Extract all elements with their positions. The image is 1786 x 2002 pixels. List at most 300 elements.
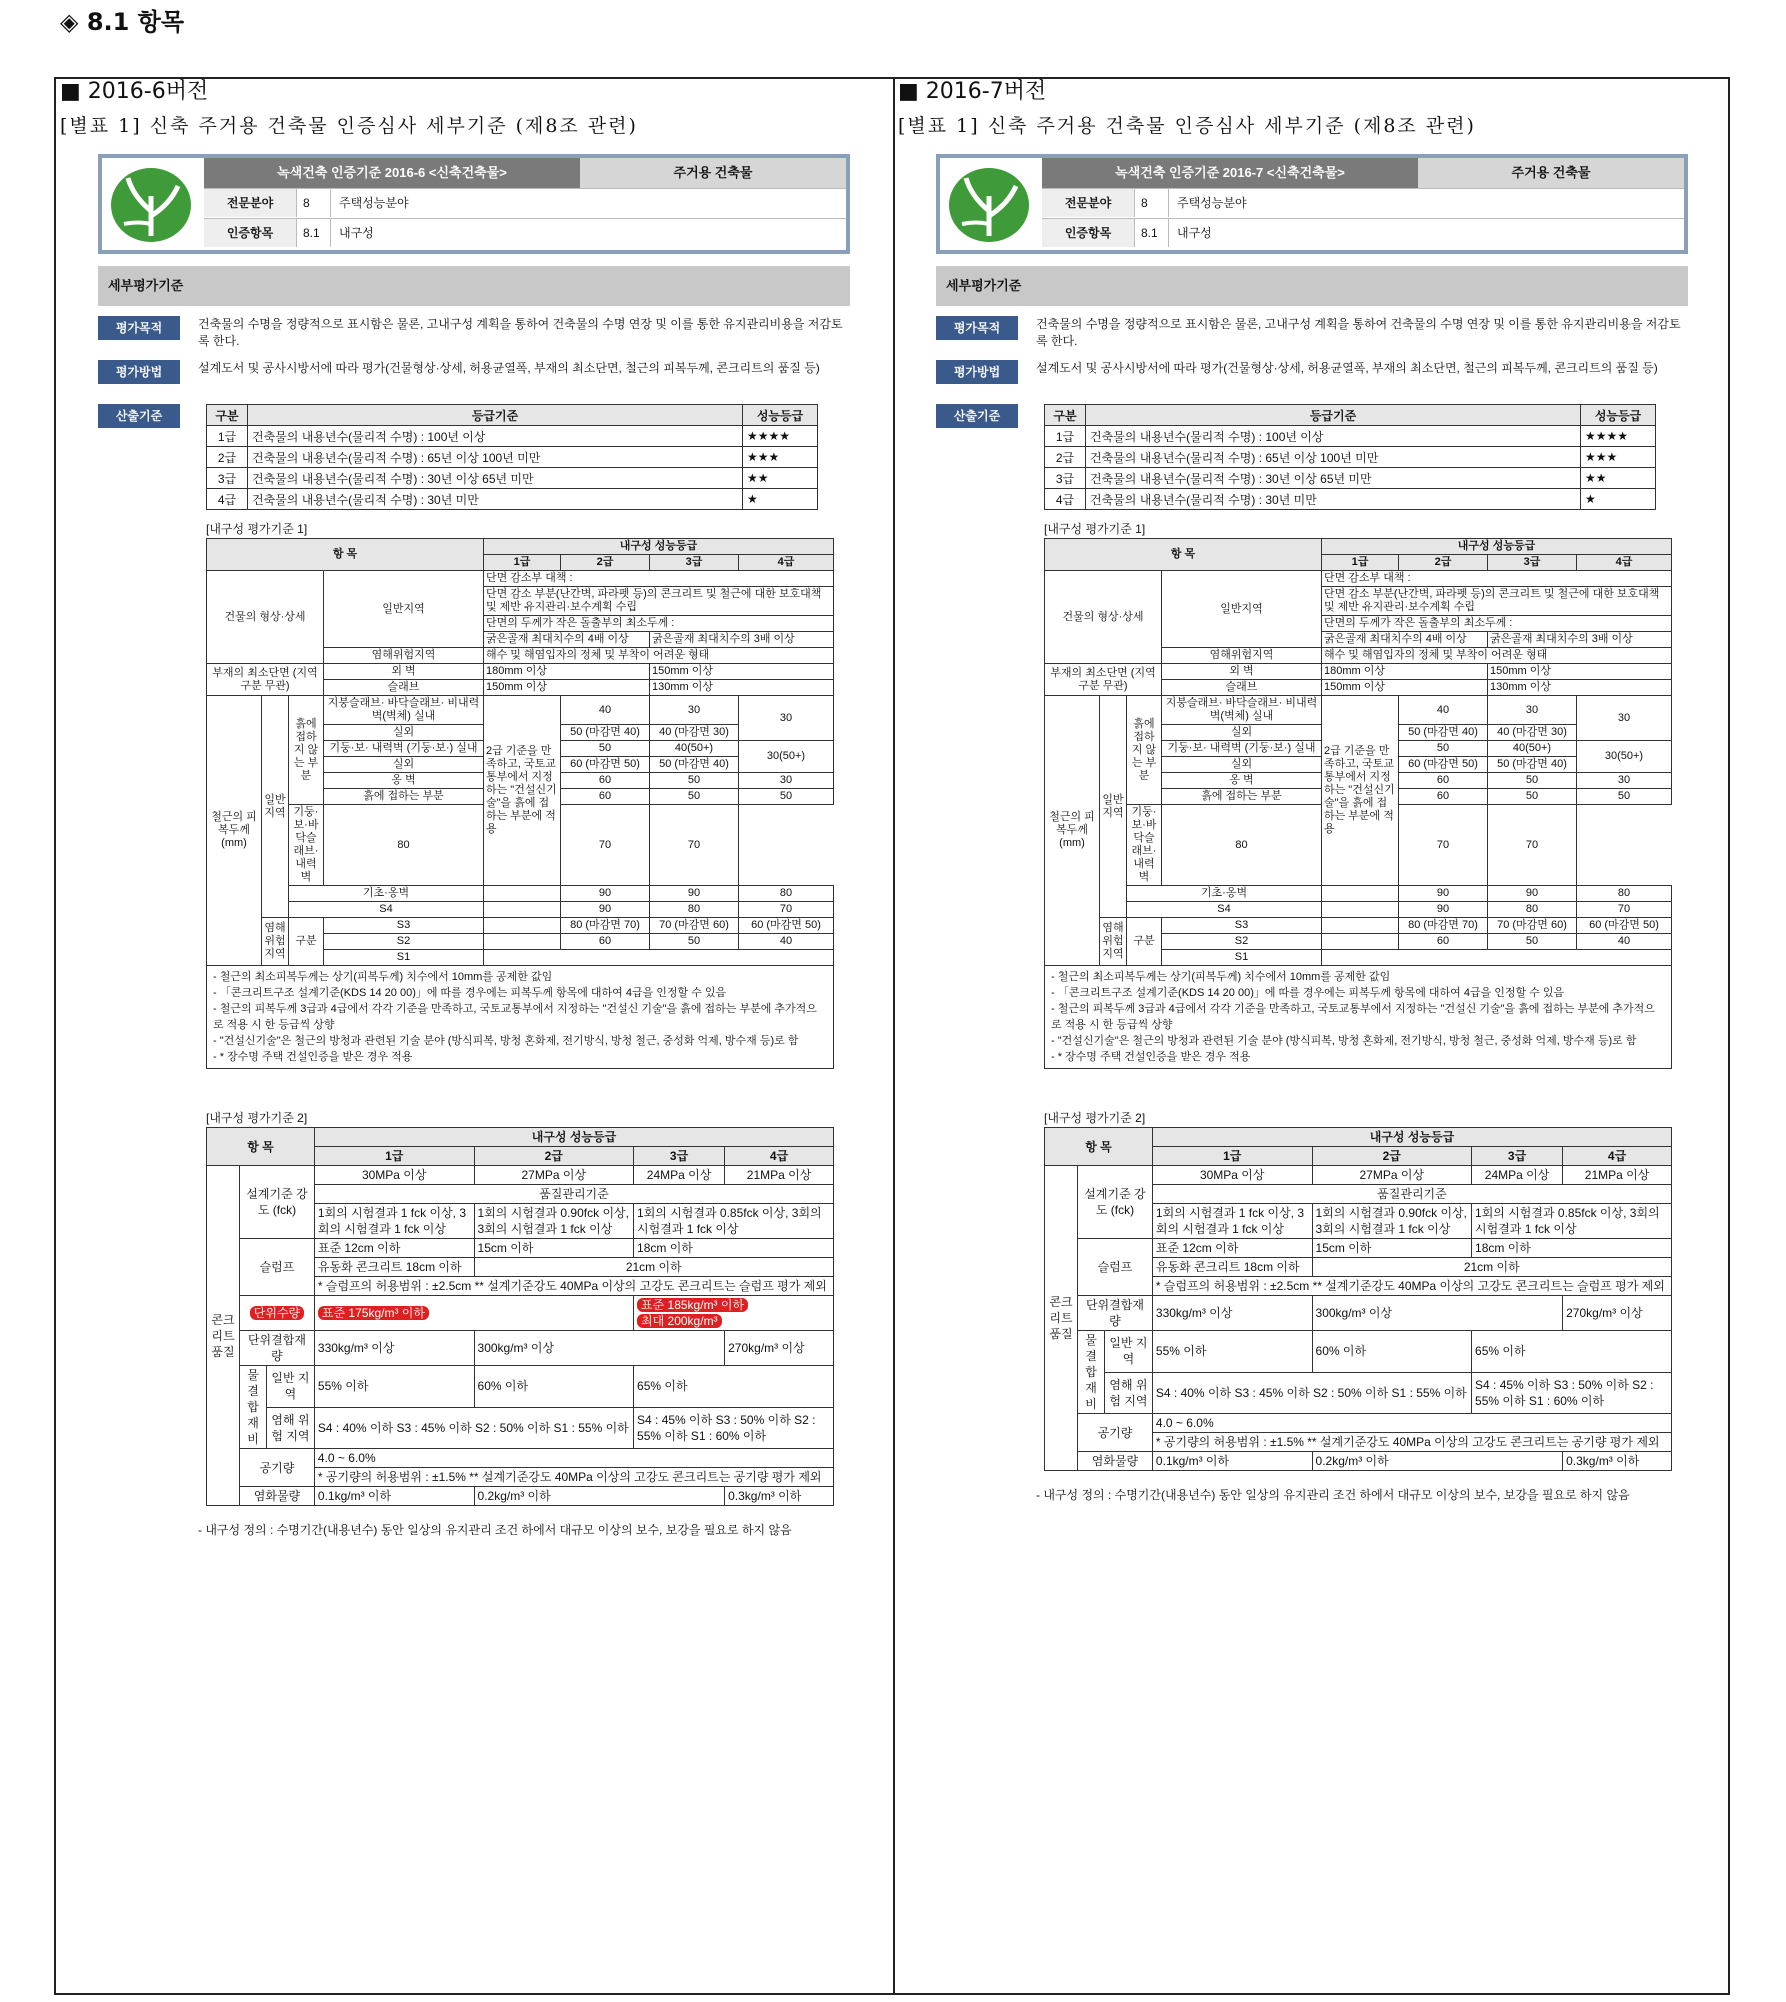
t2-air-note: * 공기량의 허용범위 : ±1.5% ** 설계기준강도 40MPa 이상의 고강도 콘크리트는 공기량 평가 제외 [314, 1468, 833, 1487]
t2-wbs2: S4 : 45% 이하 S3 : 50% 이하 S2 : 55% 이하 S1 : 60% 이하 [634, 1407, 834, 1449]
t1-v [484, 918, 561, 934]
t2-sl-note: * 슬럼프의 허용범위 : ±2.5cm ** 설계기준강도 40MPa 이상의 고강도 콘크리트는 슬럼프 평가 제외 [314, 1277, 833, 1296]
t1-v: 90 [561, 886, 650, 902]
t2-sl4: 유동화 콘크리트 18cm 이하 [314, 1258, 474, 1277]
t2-cl3: 0.3kg/m³ 이하 [725, 1487, 834, 1506]
note-line: - 철근의 최소피복두께는 상기(피복두께) 치수에서 10mm를 공제한 값임 [213, 971, 553, 983]
t1-g4: 4급 [739, 555, 834, 571]
t1-col-slab: 기둥·보·바닥슬래브· 내력벽 [289, 805, 324, 886]
t1-g3: 3급 [650, 555, 739, 571]
t2-cl2: 0.2kg/m³ 이하 [474, 1487, 725, 1506]
t1-v: 50 [650, 789, 739, 805]
grade-table [206, 404, 818, 510]
t2-sl3: 18cm 이하 [1472, 1239, 1672, 1258]
t1-v: 90 [561, 902, 650, 918]
t1-v: 70 [1399, 805, 1488, 886]
t2-sl1: 표준 12cm 이하 [314, 1239, 474, 1258]
t1-salt2: 염해 위험 지역 [262, 918, 289, 966]
unit-water-2: 표준 185kg/m³ 이하 [637, 1298, 748, 1312]
method-row [98, 360, 850, 394]
t1-column-label: 기둥·보· 내력벽 (기둥·보·) [1167, 742, 1292, 754]
t1-v: 80 [1162, 805, 1322, 886]
t1-column [1162, 741, 1322, 757]
grade-stars: ★★★ [743, 447, 818, 468]
t2-g4: 4급 [725, 1147, 834, 1166]
method-label: 평가방법 [98, 360, 180, 384]
method-text: 설계도서 및 공사시방서에 따라 평가(건물형상·상세, 허용균열폭, 부재의 최소단면, 철근의 피복두께, 콘크리트의 품질 등) [198, 361, 820, 375]
t2-wbs1: S4 : 40% 이하 S3 : 45% 이하 S2 : 50% 이하 S1 : 55% 이하 [314, 1407, 633, 1449]
t1-v: 60 [1399, 789, 1488, 805]
t2-qc3: 1회의 시험결과 0.85fck 이상, 3회의 시험결과 1 fck 이상 [634, 1204, 834, 1239]
purpose-text: 건축물의 수명을 정량적으로 표시함은 물론, 고내구성 계획을 통하여 건축물의 수명 연장 및 이를 통한 유지관리비용을 저감토록 한다. [198, 317, 843, 348]
t1-outer: 실외 [1162, 725, 1322, 741]
grade-criteria: 건축물의 내용년수(물리적 수명) : 65년 이상 100년 미만 [248, 447, 743, 468]
t1-grade-header: 내구성 성능등급 [484, 539, 834, 555]
method-label: 평가방법 [936, 360, 1018, 384]
grade-stars: ★★ [1581, 468, 1656, 489]
grade-table [1044, 404, 1656, 510]
t1-general: 일반 지역 [262, 696, 289, 918]
t1-wall: 외 벽 [324, 664, 484, 680]
t2-str: 30MPa 이상 [1152, 1166, 1312, 1185]
t1-found: 기초·옹벽 [289, 886, 484, 902]
t1-shape-b: 단면 감소 부분(난간벽, 파라펫 등)의 콘크리트 및 철근에 대한 보호대책 및 제반 유지관리·보수계획 수립 [484, 587, 834, 616]
t2-g2: 2급 [474, 1147, 633, 1166]
t1-inner: 실내 [1252, 710, 1274, 722]
grade-criteria: 건축물의 내용년수(물리적 수명) : 30년 미만 [248, 489, 743, 510]
t1-v: 80 [1577, 886, 1672, 902]
t2-cl3: 0.3kg/m³ 이하 [1563, 1452, 1672, 1471]
grade-stars: ★★★★ [1581, 426, 1656, 447]
t2-cement: 단위결합재량 [1078, 1296, 1153, 1331]
grade-criteria: 건축물의 내용년수(물리적 수명) : 65년 이상 100년 미만 [1086, 447, 1581, 468]
t1-v [1322, 950, 1672, 966]
table1-caption: [내구성 평가기준 1] [1044, 522, 1146, 536]
t1-div: 구분 [289, 918, 324, 966]
t2-qc2: 1회의 시험결과 0.90fck 이상, 3회의 시험결과 1 fck 이상 [1312, 1204, 1471, 1239]
t1-v: 40 [739, 934, 834, 950]
t2-g2: 2급 [1312, 1147, 1471, 1166]
t1-normal-area: 일반지역 [324, 571, 484, 648]
item-no: 8.1 [296, 219, 333, 247]
calculation-label: 산출기준 [936, 404, 1018, 428]
annex-title: [별표 1] 신축 주거용 건축물 인증심사 세부기준 (제8조 관련) [60, 115, 638, 137]
calculation-row [98, 404, 850, 510]
grade-stars: ★ [1581, 489, 1656, 510]
t2-wb-salt: 염해 위험 지역 [1105, 1372, 1153, 1414]
grade-cell: 1급 [207, 426, 248, 447]
t1-s3: S3 [324, 918, 484, 934]
t2-sl2: 15cm 이하 [1312, 1239, 1471, 1258]
t1-shape-d1: 굵은골재 최대치수의 4배 이상 [484, 632, 650, 648]
t1-v: 70 [739, 902, 834, 918]
t2-cl2: 0.2kg/m³ 이하 [1312, 1452, 1563, 1471]
t1-v: 30(50+) [739, 741, 834, 773]
t1-g1: 1급 [484, 555, 561, 571]
t1-normal-area: 일반지역 [1162, 571, 1322, 648]
t1-parapet: 옹 벽 [324, 773, 484, 789]
t2-uw-label [240, 1296, 315, 1331]
t1-div: 구분 [1127, 918, 1162, 966]
t1-no-soil: 흙에 접하지 않는 부분 [1127, 696, 1162, 805]
criteria-title: 녹색건축 인증기준 2016-6 <신축건축물> [204, 158, 580, 188]
item-label: 인증항목 [1042, 219, 1134, 247]
t1-v: 50 [1577, 789, 1672, 805]
t2-concrete: 콘크리트 품질 [207, 1166, 240, 1506]
t1-parapet: 옹 벽 [1162, 773, 1322, 789]
t2-qc3: 1회의 시험결과 0.85fck 이상, 3회의 시험결과 1 fck 이상 [1472, 1204, 1672, 1239]
t2-wb: 물결합재비 [1078, 1331, 1105, 1414]
grade-stars: ★★★★ [743, 426, 818, 447]
unit-water-1: 표준 175kg/m³ 이하 [318, 1306, 429, 1320]
t1-v: 80 [324, 805, 484, 886]
t2-cl1: 0.1kg/m³ 이하 [314, 1487, 474, 1506]
t2-cl: 염화물량 [240, 1487, 315, 1506]
t1-slab-b: 130mm 이상 [650, 680, 834, 696]
rating-col-header: 성능등급 [743, 405, 818, 426]
t1-v: 60 [561, 789, 650, 805]
t1-note2: 2급 기준을 만족하고, 국토교통부에서 지정하는 "건설신기술"을 흙에 접하는 부분에 적용 [484, 696, 561, 886]
t1-cover: 철근의 피복두께 (mm) [207, 696, 262, 966]
method-row [936, 360, 1688, 394]
t1-shape: 건물의 형상·상세 [207, 571, 324, 664]
calculation-row [936, 404, 1688, 510]
t2-sl-note: * 슬럼프의 허용범위 : ±2.5cm ** 설계기준강도 40MPa 이상의 고강도 콘크리트는 슬럼프 평가 제외 [1152, 1277, 1671, 1296]
table1-caption: [내구성 평가기준 1] [206, 522, 308, 536]
t1-outer: 실외 [324, 725, 484, 741]
t1-g3: 3급 [1488, 555, 1577, 571]
purpose-row [98, 316, 850, 350]
t1-v: 90 [650, 886, 739, 902]
t2-ce2: 300kg/m³ 이상 [474, 1331, 725, 1366]
t1-v: 80 [739, 886, 834, 902]
t1-v: 50 (마감면 40) [561, 725, 650, 741]
t1-shape-d1: 굵은골재 최대치수의 4배 이상 [1322, 632, 1488, 648]
t1-salt2: 염해 위험 지역 [1100, 918, 1127, 966]
t1-v: 80 (마감면 70) [1399, 918, 1488, 934]
t2-cl: 염화물량 [1078, 1452, 1153, 1471]
t1-g2: 2급 [561, 555, 650, 571]
field-no: 8 [1134, 189, 1171, 217]
t1-roof-slab [1162, 696, 1322, 725]
rating-col-header: 성능등급 [1581, 405, 1656, 426]
t1-salt-text: 해수 및 해염입자의 정체 및 부착이 어려운 형태 [484, 648, 834, 664]
t1-v: 30 [739, 696, 834, 741]
t1-wall-b: 150mm 이상 [650, 664, 834, 680]
t1-col-slab: 기둥·보·바닥슬래브· 내력벽 [1127, 805, 1162, 886]
t1-v: 50 (마감면 40) [1488, 757, 1577, 773]
unit-water-3: 최대 200kg/m³ [637, 1314, 722, 1328]
t1-v: 70 [1577, 902, 1672, 918]
t1-s2: S2 [324, 934, 484, 950]
t2-wb-salt: 염해 위험 지역 [267, 1407, 315, 1449]
t1-no-soil: 흙에 접하지 않는 부분 [289, 696, 324, 805]
note-line: - 「콘크리트구조 설계기준(KDS 14 20 00)」에 따를 경우에는 피복두께 항목에 대하여 4급을 인정할 수 있음 [1051, 987, 1565, 999]
t2-air-note: * 공기량의 허용범위 : ±1.5% ** 설계기준강도 40MPa 이상의 고강도 콘크리트는 공기량 평가 제외 [1152, 1433, 1671, 1452]
t2-wb1: 55% 이하 [314, 1366, 474, 1408]
t1-v: 70 [1488, 805, 1577, 886]
t2-qc: 품질관리기준 [1152, 1185, 1671, 1204]
t1-s4: S4 [1127, 902, 1322, 918]
purpose-text: 건축물의 수명을 정량적으로 표시함은 물론, 고내구성 계획을 통하여 건축물의 수명 연장 및 이를 통한 유지관리비용을 저감토록 한다. [1036, 317, 1681, 348]
t1-v: 50 [561, 741, 650, 757]
t1-item-header: 항 목 [1045, 539, 1322, 571]
t2-strength: 설계기준 강도 (fck) [240, 1166, 315, 1239]
item-value: 내구성 [330, 219, 374, 247]
field-no: 8 [296, 189, 333, 217]
t1-inner: 실내 [414, 710, 436, 722]
left-column [60, 78, 895, 1540]
t1-s1: S1 [324, 950, 484, 966]
t1-v: 60 (마감면 50) [1577, 918, 1672, 934]
t1-v: 30 [1488, 696, 1577, 725]
t2-sl2: 15cm 이하 [474, 1239, 633, 1258]
t2-str: 30MPa 이상 [314, 1166, 474, 1185]
t2-air: 공기량 [240, 1449, 315, 1487]
building-type: 주거용 건축물 [1418, 158, 1684, 188]
t2-wb-gen: 일반 지역 [267, 1366, 315, 1408]
t1-v: 40 [1399, 696, 1488, 725]
t1-v [484, 886, 561, 902]
grade-cell: 3급 [207, 468, 248, 489]
field-row [1042, 188, 1684, 217]
t1-soil: 흙에 접하는 부분 [1162, 789, 1322, 805]
t1-v: 90 [1399, 886, 1488, 902]
t2-concrete: 콘크리트 품질 [1045, 1166, 1078, 1471]
t2-air: 공기량 [1078, 1414, 1153, 1452]
note-line: - * 장수명 주택 건설인증을 받은 경우 적용 [213, 1051, 413, 1063]
t2-grade-header: 내구성 성능등급 [314, 1128, 833, 1147]
table2-caption: [내구성 평가기준 2] [1044, 1111, 1146, 1125]
t1-v [1322, 886, 1399, 902]
grade-cell: 4급 [207, 489, 248, 510]
grade-stars: ★★★ [1581, 447, 1656, 468]
t2-sl4: 유동화 콘크리트 18cm 이하 [1152, 1258, 1312, 1277]
t2-qc1: 1회의 시험결과 1 fck 이상, 3회의 시험결과 1 fck 이상 [1152, 1204, 1312, 1239]
detail-criteria-title: 세부평가기준 [98, 266, 850, 306]
version-label: ■ 2016-7버전 [898, 79, 1047, 104]
t1-outer: 실외 [1162, 757, 1322, 773]
grade-col-header: 구분 [1045, 405, 1086, 426]
criteria-col-header: 등급기준 [248, 405, 743, 426]
t1-v: 50 [1399, 741, 1488, 757]
t1-v [484, 902, 561, 918]
table1-notes [206, 966, 834, 1069]
green-building-logo-icon [108, 166, 194, 244]
t1-slab-b: 130mm 이상 [1488, 680, 1672, 696]
t1-v: 40 (마감면 30) [650, 725, 739, 741]
t1-roof-slab-label: 지붕슬래브· 바닥슬래브· 비내력벽(벽체) [327, 697, 480, 722]
t1-shape-b: 단면 감소 부분(난간벽, 파라펫 등)의 콘크리트 및 철근에 대한 보호대책 및 제반 유지관리·보수계획 수립 [1322, 587, 1672, 616]
t1-shape-c: 단면의 두께가 작은 돌출부의 최소두께 : [1322, 616, 1672, 632]
t2-wb1: 55% 이하 [1152, 1331, 1312, 1373]
t1-s4: S4 [289, 902, 484, 918]
t2-qc2: 1회의 시험결과 0.90fck 이상, 3회의 시험결과 1 fck 이상 [474, 1204, 633, 1239]
t2-cl1: 0.1kg/m³ 이하 [1152, 1452, 1312, 1471]
t1-v: 90 [1399, 902, 1488, 918]
t1-shape-c: 단면의 두께가 작은 돌출부의 최소두께 : [484, 616, 834, 632]
t2-item-header: 항 목 [1045, 1128, 1153, 1166]
t1-roof-slab [324, 696, 484, 725]
table1-notes [1044, 966, 1672, 1069]
grade-cell: 3급 [1045, 468, 1086, 489]
t1-salt-area: 염해위험지역 [1162, 648, 1322, 664]
t1-v: 40(50+) [650, 741, 739, 757]
t2-wbs2: S4 : 45% 이하 S3 : 50% 이하 S2 : 55% 이하 S1 : 60% 이하 [1472, 1372, 1672, 1414]
criteria-title: 녹색건축 인증기준 2016-7 <신축건축물> [1042, 158, 1418, 188]
t1-v: 60 [561, 773, 650, 789]
grade-cell: 2급 [207, 447, 248, 468]
durability-definition: - 내구성 정의 : 수명기간(내용년수) 동안 일상의 유지관리 조건 하에서 대규모 이상의 보수, 보강을 필요로 하지 않음 [1036, 1488, 1630, 1502]
t1-shape: 건물의 형상·상세 [1045, 571, 1162, 664]
t1-inner: 실내 [1294, 742, 1316, 754]
t1-inner: 실내 [456, 742, 478, 754]
t1-slab: 슬래브 [324, 680, 484, 696]
t2-g1: 1급 [314, 1147, 474, 1166]
t1-v: 50 [1488, 934, 1577, 950]
t1-grade-header: 내구성 성능등급 [1322, 539, 1672, 555]
t1-v: 60 [1399, 934, 1488, 950]
t2-str: 21MPa 이상 [1563, 1166, 1672, 1185]
field-label: 전문분야 [204, 189, 296, 217]
t2-wb: 물결합재비 [240, 1366, 267, 1449]
t2-air1: 4.0 ~ 6.0% [314, 1449, 833, 1468]
t2-sl5: 21cm 이하 [1312, 1258, 1671, 1277]
t1-shape-a: 단면 감소부 대책 : [484, 571, 834, 587]
t1-v: 80 [1488, 902, 1577, 918]
t1-v: 50 [650, 934, 739, 950]
t1-item-header: 항 목 [207, 539, 484, 571]
t1-v: 50 [650, 773, 739, 789]
t1-wall-a: 180mm 이상 [1322, 664, 1488, 680]
t1-v [1322, 902, 1399, 918]
grade-criteria: 건축물의 내용년수(물리적 수명) : 30년 이상 65년 미만 [1086, 468, 1581, 489]
annex-title: [별표 1] 신축 주거용 건축물 인증심사 세부기준 (제8조 관련) [898, 115, 1476, 137]
t2-str: 24MPa 이상 [1472, 1166, 1563, 1185]
t2-uw1-cell [314, 1296, 633, 1331]
t1-wall-b: 150mm 이상 [1488, 664, 1672, 680]
note-line: - "건설신기술"은 철근의 방청과 관련된 기술 분야 (방식피복, 방청 혼화제, 전기방식, 방청 철근, 중성화 억제, 방수재 등)로 함 [213, 1035, 799, 1047]
field-row [204, 188, 846, 217]
t1-slab-a: 150mm 이상 [1322, 680, 1488, 696]
note-line: - * 장수명 주택 건설인증을 받은 경우 적용 [1051, 1051, 1251, 1063]
t1-outer: 실외 [324, 757, 484, 773]
item-value: 내구성 [1168, 219, 1212, 247]
t1-slab: 슬래브 [1162, 680, 1322, 696]
version-label: ■ 2016-6버전 [60, 79, 209, 104]
t2-g1: 1급 [1152, 1147, 1312, 1166]
t2-ce1: 330kg/m³ 이상 [314, 1331, 474, 1366]
t1-v: 60 (마감면 50) [1399, 757, 1488, 773]
field-label: 전문분야 [1042, 189, 1134, 217]
grade-criteria: 건축물의 내용년수(물리적 수명) : 30년 미만 [1086, 489, 1581, 510]
t1-wall: 외 벽 [1162, 664, 1322, 680]
t1-v: 80 (마감면 70) [561, 918, 650, 934]
note-line: - 철근의 최소피복두께는 상기(피복두께) 치수에서 10mm를 공제한 값임 [1051, 971, 1391, 983]
t1-v: 80 [650, 902, 739, 918]
t2-slump: 슬럼프 [1078, 1239, 1153, 1296]
t1-wall-a: 180mm 이상 [484, 664, 650, 680]
t1-v: 60 [561, 934, 650, 950]
note-line: - "건설신기술"은 철근의 방청과 관련된 기술 분야 (방식피복, 방청 혼화제, 전기방식, 방청 철근, 중성화 억제, 방수재 등)로 함 [1051, 1035, 1637, 1047]
t1-v: 30 [650, 696, 739, 725]
grade-stars: ★★ [743, 468, 818, 489]
t1-v: 70 [561, 805, 650, 886]
t2-air1: 4.0 ~ 6.0% [1152, 1414, 1671, 1433]
section-heading: ◈ 8.1 항목 [60, 8, 185, 36]
durability-definition: - 내구성 정의 : 수명기간(내용년수) 동안 일상의 유지관리 조건 하에서 대규모 이상의 보수, 보강을 필요로 하지 않음 [198, 1523, 792, 1537]
durability-table-1 [206, 538, 834, 966]
unit-water-label: 단위수량 [250, 1306, 304, 1320]
t1-v: 50 (마감면 40) [650, 757, 739, 773]
t2-str: 21MPa 이상 [725, 1166, 834, 1185]
t1-shape-d2: 굵은골재 최대치수의 3배 이상 [650, 632, 834, 648]
t1-v: 30(50+) [1577, 741, 1672, 773]
grade-stars: ★ [743, 489, 818, 510]
table2-caption: [내구성 평가기준 2] [206, 1111, 308, 1125]
t2-ce1: 330kg/m³ 이상 [1152, 1296, 1312, 1331]
t1-v: 50 [1488, 773, 1577, 789]
t2-str: 24MPa 이상 [634, 1166, 725, 1185]
item-row [204, 218, 846, 247]
criteria-col-header: 등급기준 [1086, 405, 1581, 426]
t1-v: 50 (마감면 40) [1399, 725, 1488, 741]
note-line: - 철근의 피복두께 3급과 4급에서 각각 기준을 만족하고, 국토교통부에서 지정하는 "건설신 기술"을 흙에 접하는 부분에 추가적으로 적용 시 한 등급씩 상향 [1051, 1003, 1655, 1031]
grade-criteria: 건축물의 내용년수(물리적 수명) : 100년 이상 [1086, 426, 1581, 447]
t1-v: 40 (마감면 30) [1488, 725, 1577, 741]
t1-shape-d2: 굵은골재 최대치수의 3배 이상 [1488, 632, 1672, 648]
t2-ce3: 270kg/m³ 이상 [725, 1331, 834, 1366]
item-no: 8.1 [1134, 219, 1171, 247]
t1-cover: 철근의 피복두께 (mm) [1045, 696, 1100, 966]
t2-wbs1: S4 : 40% 이하 S3 : 45% 이하 S2 : 50% 이하 S1 : 55% 이하 [1152, 1372, 1471, 1414]
criteria-panel [98, 154, 850, 1540]
t1-g1: 1급 [1322, 555, 1399, 571]
t1-s2: S2 [1162, 934, 1322, 950]
t2-sl1: 표준 12cm 이하 [1152, 1239, 1312, 1258]
t1-g2: 2급 [1399, 555, 1488, 571]
t1-v: 50 [1488, 789, 1577, 805]
t1-v: 60 (마감면 50) [561, 757, 650, 773]
t1-s1: S1 [1162, 950, 1322, 966]
criteria-panel [936, 154, 1688, 1505]
detail-criteria-title: 세부평가기준 [936, 266, 1688, 306]
t2-slump: 슬럼프 [240, 1239, 315, 1296]
method-text: 설계도서 및 공사시방서에 따라 평가(건물형상·상세, 허용균열폭, 부재의 최소단면, 철근의 피복두께, 콘크리트의 품질 등) [1036, 361, 1658, 375]
t1-salt-area: 염해위험지역 [324, 648, 484, 664]
item-label: 인증항목 [204, 219, 296, 247]
t2-wb-gen: 일반 지역 [1105, 1331, 1153, 1373]
t2-ce3: 270kg/m³ 이상 [1563, 1296, 1672, 1331]
t1-general: 일반 지역 [1100, 696, 1127, 918]
item-row [1042, 218, 1684, 247]
t1-column [324, 741, 484, 757]
field-value: 주택성능분야 [330, 189, 409, 217]
t2-g3: 3급 [634, 1147, 725, 1166]
t2-str: 27MPa 이상 [474, 1166, 633, 1185]
durability-table-2 [206, 1127, 834, 1506]
t1-v: 30 [1577, 696, 1672, 741]
t1-v [484, 950, 834, 966]
grade-cell: 2급 [1045, 447, 1086, 468]
durability-table-1 [1044, 538, 1672, 966]
t1-slab-a: 150mm 이상 [484, 680, 650, 696]
t2-wb2: 60% 이하 [1312, 1331, 1471, 1373]
t1-v: 50 [739, 789, 834, 805]
t2-sl3: 18cm 이하 [634, 1239, 834, 1258]
t1-v: 70 (마감면 60) [650, 918, 739, 934]
t1-roof-slab-label: 지붕슬래브· 바닥슬래브· 비내력벽(벽체) [1165, 697, 1318, 722]
